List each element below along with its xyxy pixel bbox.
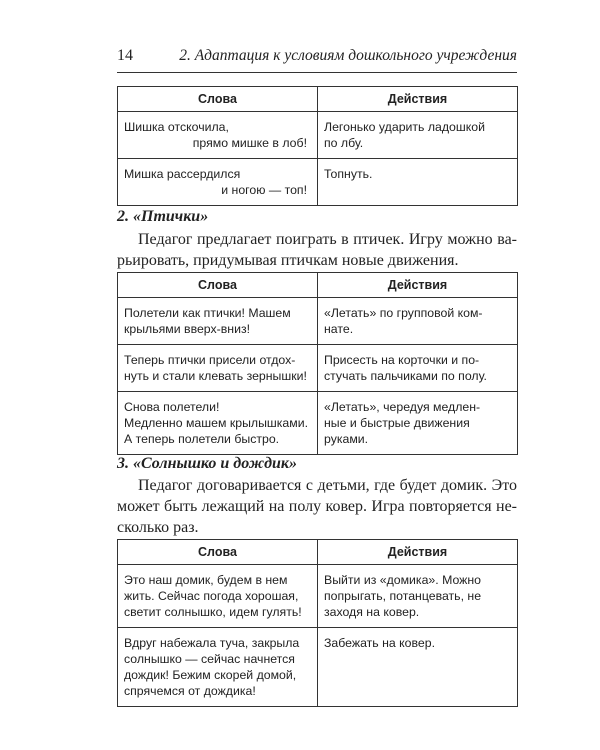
table-header-row (118, 273, 518, 298)
section-title-sun-and-rain: 3. «Солнышко и дождик» (117, 455, 298, 472)
words-line: и ногою — топ! (221, 183, 307, 197)
actions-cell (318, 565, 518, 628)
game-table-2 (117, 272, 518, 455)
actions-line: Забежать на ковер. (324, 636, 436, 650)
table-row (118, 345, 518, 392)
words-cell (118, 298, 318, 345)
page-header (117, 47, 517, 73)
column-header-actions: Действия (318, 540, 518, 565)
header-rule (117, 72, 517, 73)
table-header-row (118, 87, 518, 112)
actions-cell (318, 628, 518, 707)
words-line: Снова полетели! (124, 400, 220, 414)
actions-line: «Летать», чередуя медлен- (324, 400, 481, 414)
words-cell (118, 565, 318, 628)
actions-cell (318, 159, 518, 206)
words-line: солнышко — сейчас начнется (124, 652, 295, 666)
words-line: Это наш домик, будем в нем (124, 573, 288, 587)
actions-cell (318, 392, 518, 455)
column-header-words: Слова (118, 87, 318, 112)
words-cell (118, 628, 318, 707)
actions-cell (318, 345, 518, 392)
running-title: 2. Адаптация к условиям дошкольного учреждения (179, 47, 517, 64)
column-header-actions: Действия (318, 273, 518, 298)
actions-line: нате. (324, 322, 354, 336)
game-table-1 (117, 86, 518, 206)
table-row (118, 112, 518, 159)
body-line: может быть лежащий на полу ковер. Игра повторяется не- (117, 498, 517, 515)
table-row (118, 565, 518, 628)
body-line: Педагог предлагает поиграть в птичек. Игру можно ва- (138, 231, 517, 248)
words-line: жить. Сейчас погода хорошая, (124, 589, 299, 603)
words-cell (118, 392, 318, 455)
section-body-birds (117, 229, 517, 271)
body-line: сколько раз. (117, 519, 199, 536)
words-line: дождик! Бежим скорей домой, (124, 668, 297, 682)
actions-line: руками. (324, 432, 369, 446)
words-line: А теперь полетели быстро. (124, 432, 280, 446)
actions-line: ные и быстрые движения (324, 416, 470, 430)
words-line: Шишка отскочила, (124, 120, 229, 134)
words-line: Вдруг набежала туча, закрыла (124, 636, 300, 650)
words-line: крыльями вверх-вниз! (124, 322, 250, 336)
table-header-row (118, 540, 518, 565)
actions-line: «Летать» по групповой ком- (324, 306, 483, 320)
page-number: 14 (117, 47, 133, 64)
column-header-actions: Действия (318, 87, 518, 112)
actions-line: Выйти из «домика». Можно (324, 573, 482, 587)
actions-line: Присесть на корточки и по- (324, 353, 480, 367)
words-line: светит солнышко, идем гулять! (124, 605, 302, 619)
column-header-words: Слова (118, 273, 318, 298)
actions-cell (318, 298, 518, 345)
actions-line: заходя на ковер. (324, 605, 420, 619)
table-row (118, 628, 518, 707)
game-table-3 (117, 539, 518, 707)
words-line: Мишка рассердился (124, 167, 241, 181)
words-line: спрячемся от дождика! (124, 684, 256, 698)
actions-line: стучать пальчиками по полу. (324, 369, 487, 383)
table-row (118, 298, 518, 345)
words-line: Медленно машем крылышками. (124, 416, 309, 430)
words-line: прямо мишке в лоб! (192, 136, 307, 150)
column-header-words: Слова (118, 540, 318, 565)
actions-line: попрыгать, потанцевать, не (324, 589, 482, 603)
words-line: нуть и стали клевать зернышки! (124, 369, 307, 383)
section-title-birds: 2. «Птички» (117, 208, 209, 225)
words-cell (118, 159, 318, 206)
body-line: рьировать, придумывая птичкам новые движения. (117, 252, 459, 269)
actions-line: Топнуть. (324, 167, 373, 181)
words-line: Полетели как птички! Машем (124, 306, 291, 320)
words-cell (118, 345, 318, 392)
section-body-sun-and-rain (117, 475, 517, 538)
actions-cell (318, 112, 518, 159)
actions-line: Легонько ударить ладошкой (324, 120, 485, 134)
words-cell (118, 112, 318, 159)
actions-line: по лбу. (324, 136, 364, 150)
table-row (118, 159, 518, 206)
body-line: Педагог договаривается с детьми, где будет домик. Это (138, 477, 517, 494)
words-line: Теперь птички присели отдох- (124, 353, 296, 367)
table-row (118, 392, 518, 455)
